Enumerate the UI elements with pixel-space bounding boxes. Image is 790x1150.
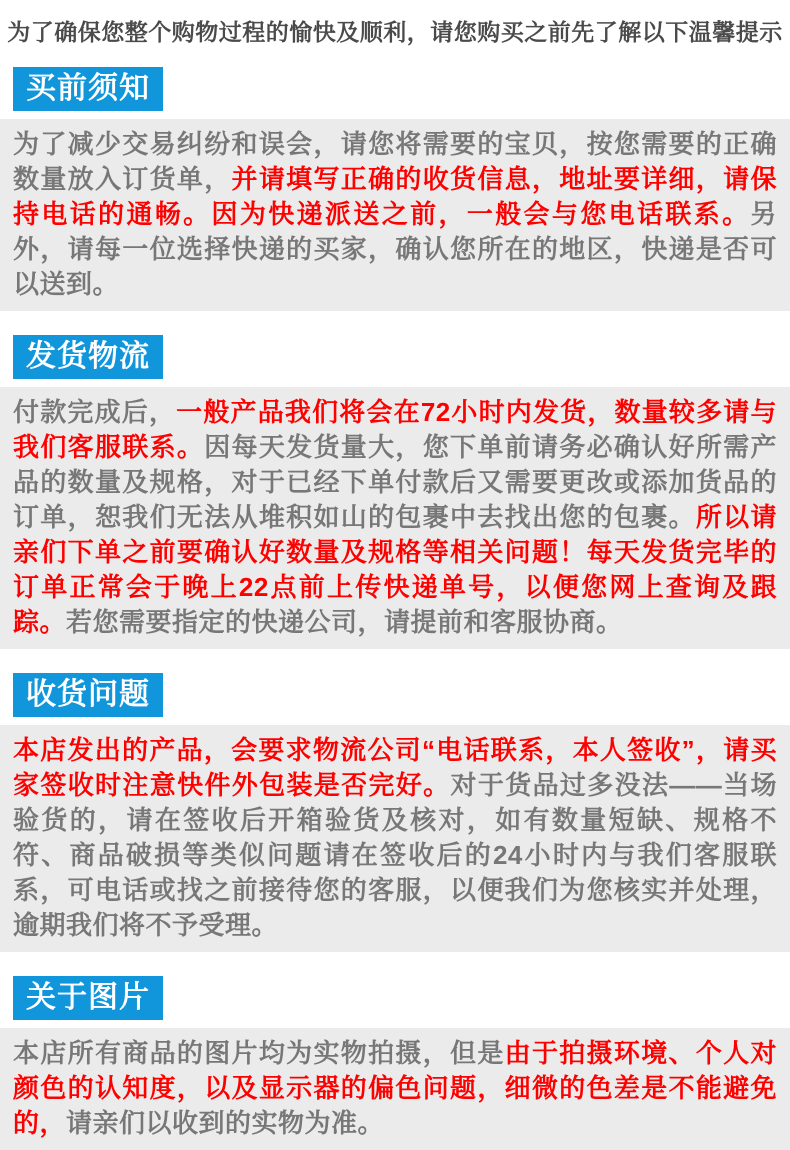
- intro-text: 为了确保您整个购物过程的愉快及顺利，请您购买之前先了解以下温馨提示: [7, 19, 783, 45]
- text-segment: 为了减少交易纠纷和误会，请您将需要的宝贝，按您需要的正确数量放入订货单，: [13, 129, 777, 194]
- text-segment: 请亲们以收到的实物为准。: [66, 1108, 385, 1138]
- section-receiving-issues: [0, 673, 790, 952]
- text-segment: 并请填写正确的收货信息，地址要详细，请保持电话的通畅。因为快递派送之前，一般会与您电话联系。: [13, 164, 777, 229]
- section-about-images: [0, 976, 790, 1150]
- text-segment: 本店所有商品的图片均为实物拍摄，但是: [13, 1038, 505, 1068]
- text-segment: 所以请亲们下单之前要确认好数量及规格等相关问题！每天发货完毕的订单正常会于晚上22点前上传快递单号，以便您网上查询及跟踪。: [13, 502, 777, 637]
- text-segment: 一般产品我们将会在72小时内发货，数量较多请与我们客服联系。: [13, 397, 777, 462]
- section-title-badge: 关于图片: [13, 976, 163, 1020]
- text-segment: 因每天发货量大，您下单前请务必确认好所需产品的数量及规格，对于已经下单付款后又需要更改或添加货品的订单，恕我们无法从堆积如山的包裹中去找出您的包裹。: [13, 432, 777, 532]
- text-segment: 本店发出的产品，会要求物流公司“电话联系，本人签收”，请买家签收时注意快件外包装是否完好。: [13, 735, 777, 800]
- section-paragraph: [0, 387, 790, 649]
- section-title-badge: 发货物流: [13, 335, 163, 379]
- text-segment: 对于货品过多没法——当场验货的，请在签收后开箱验货及核对，如有数量短缺、规格不符、商品破损等类似问题请在签收后的24小时内与我们客服联系，可电话或找之前接待您的客服，以便我们为您核实并处理，逾期我们将不予受理。: [13, 770, 777, 940]
- section-shipping-logistics: [0, 335, 790, 649]
- section-title-badge: 买前须知: [13, 67, 163, 111]
- text-segment: 付款完成后，: [13, 397, 177, 427]
- section-title-badge: 收货问题: [13, 673, 163, 717]
- section-pre-purchase-notice: [0, 67, 790, 311]
- section-paragraph: [0, 1028, 790, 1150]
- text-segment: 由于拍摄环境、个人对颜色的认知度，以及显示器的偏色问题，细微的色差是不能避免的，: [13, 1038, 777, 1138]
- text-segment: 另外，请每一位选择快递的买家，确认您所在的地区，快递是否可以送到。: [13, 199, 777, 299]
- text-segment: 若您需要指定的快递公司，请提前和客服协商。: [66, 607, 623, 637]
- section-paragraph: [0, 725, 790, 952]
- section-paragraph: [0, 119, 790, 311]
